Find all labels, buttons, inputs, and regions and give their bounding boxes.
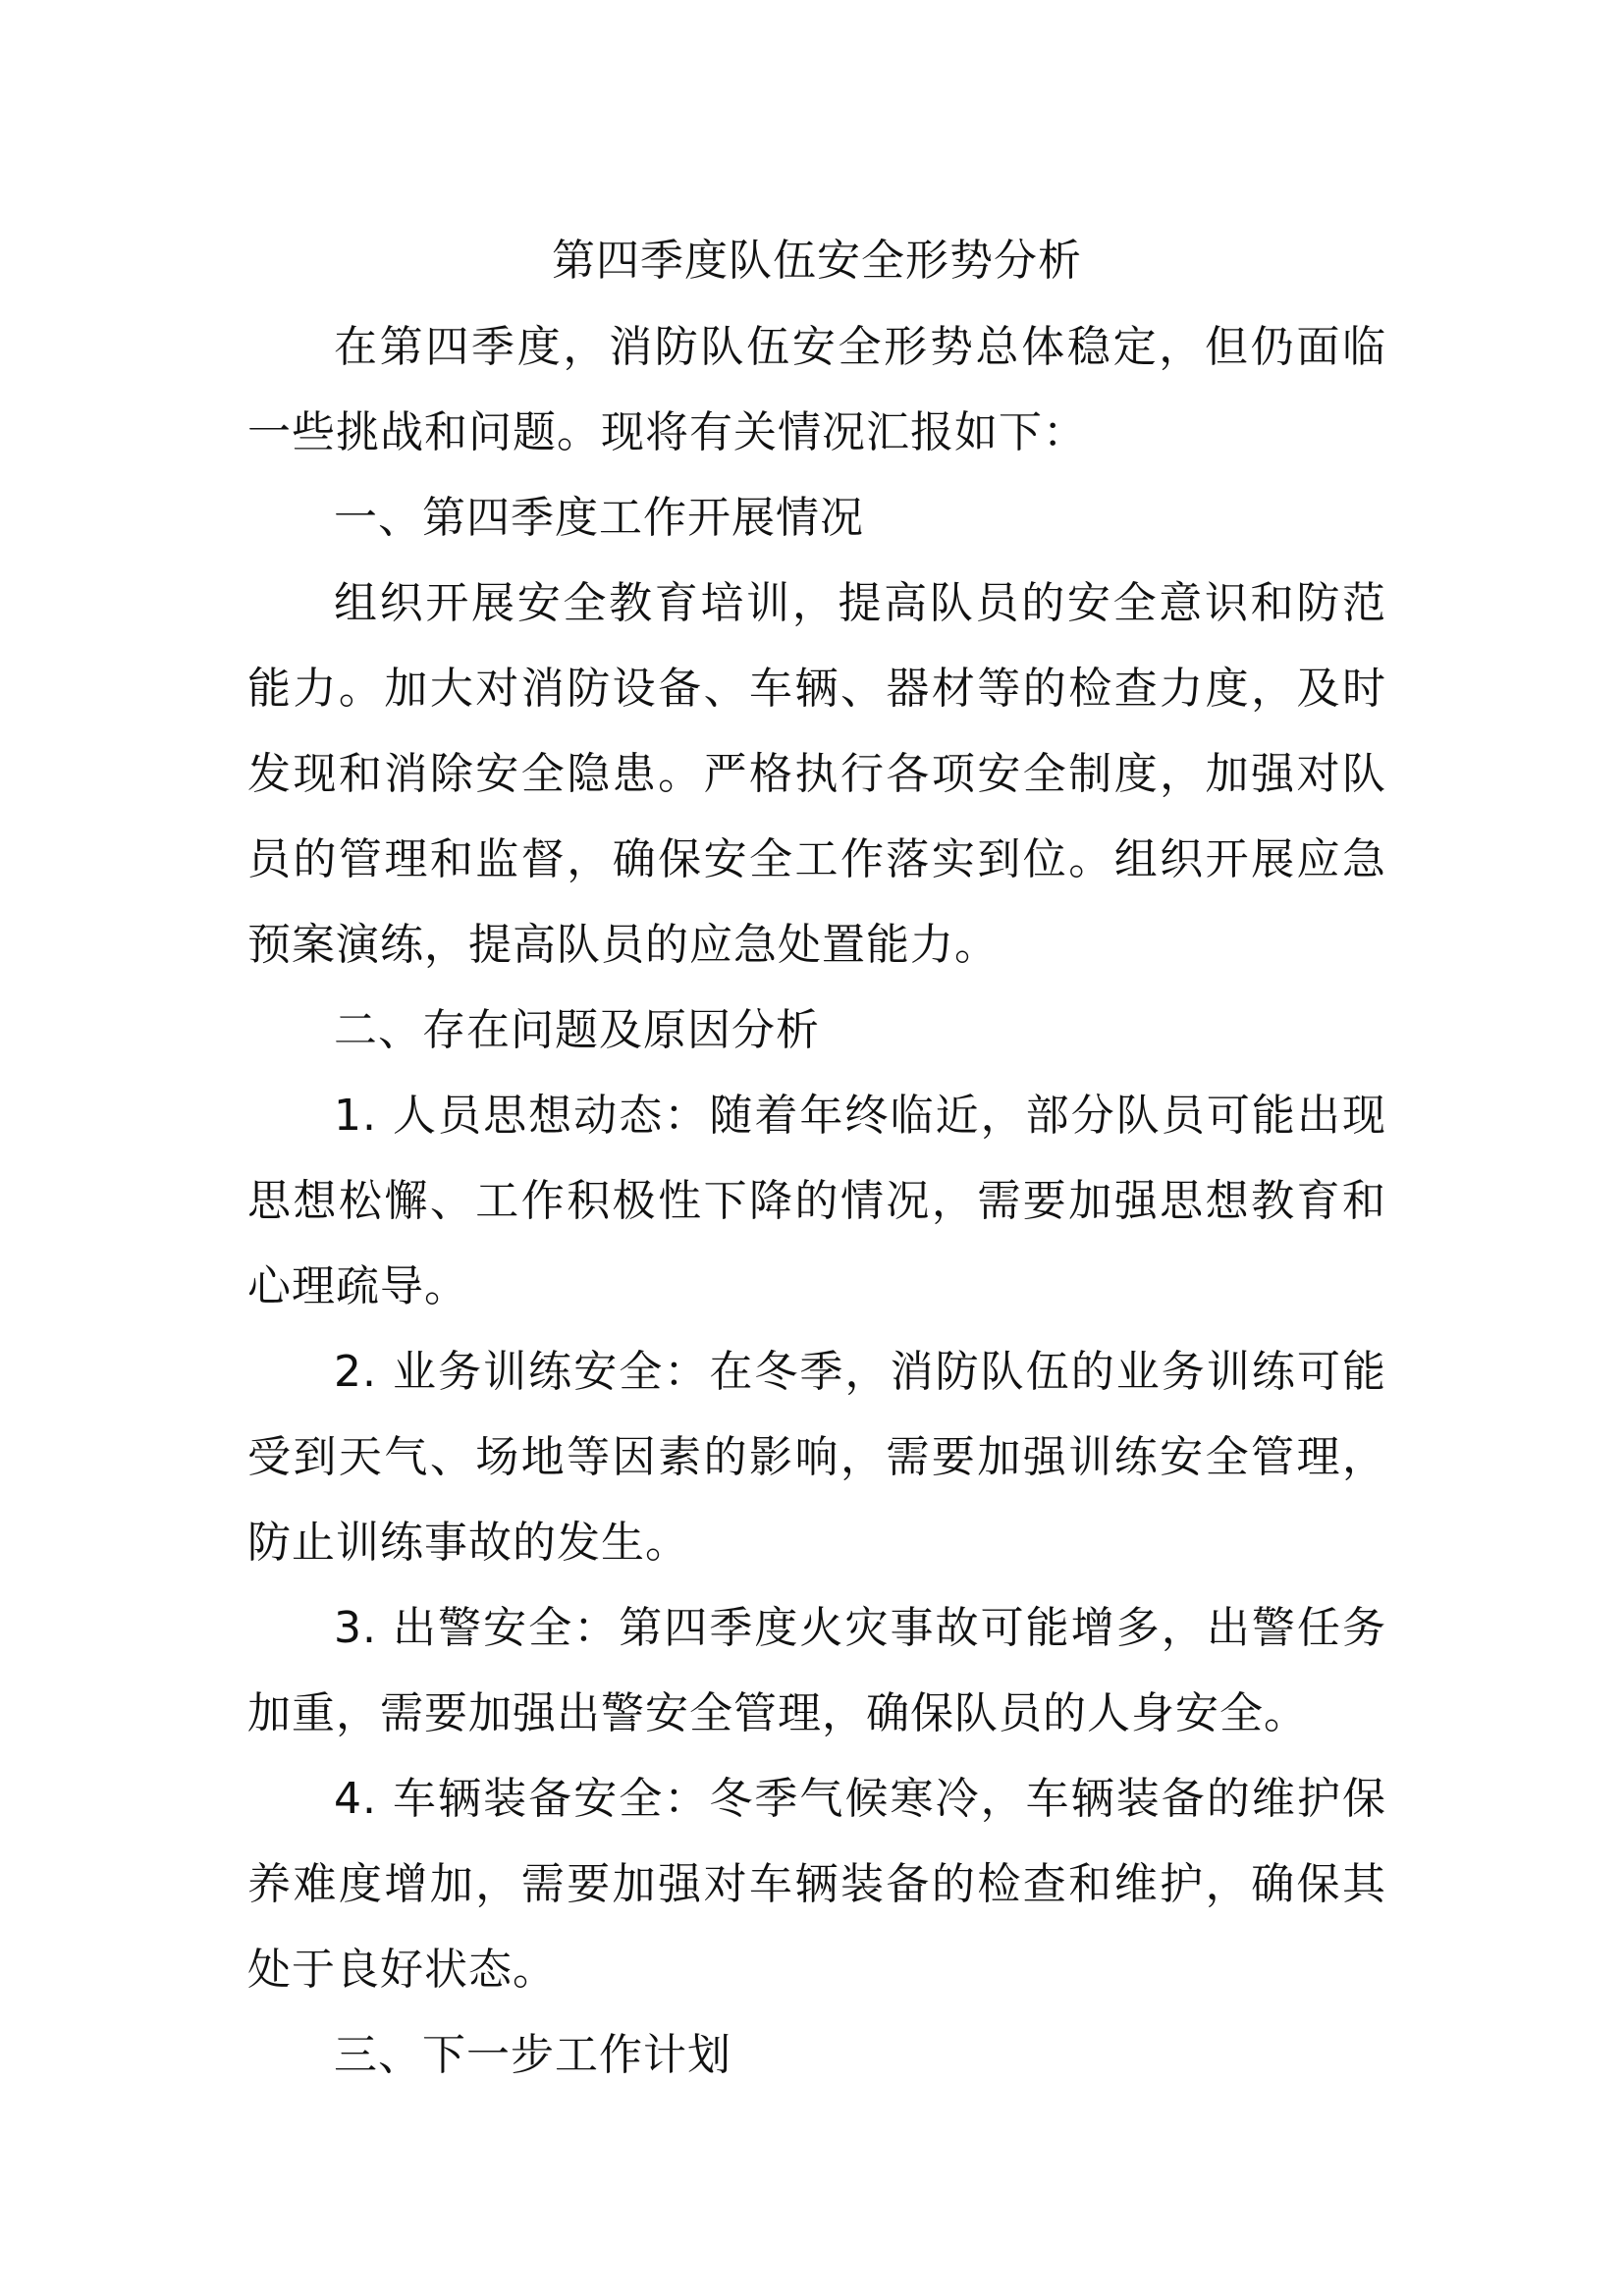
section-heading-problems: 二、存在问题及原因分析 (334, 1005, 820, 1055)
section-heading-next-plan: 三、下一步工作计划 (334, 2030, 731, 2080)
document-body (247, 218, 1386, 2098)
problem-item-dispatch: 3. 出警安全：第四季度火灾事故可能增多，出警任务加重，需要加强出警安全管理，确保队员的人身安全。 (247, 1603, 1386, 1738)
section-heading-work-progress: 一、第四季度工作开展情况 (334, 493, 864, 543)
document-title: 第四季度队伍安全形势分析 (552, 236, 1082, 286)
intro-paragraph: 在第四季度，消防队伍安全形势总体稳定，但仍面临一些挑战和问题。现将有关情况汇报如下： (247, 322, 1386, 457)
problem-item-personnel: 1. 人员思想动态：随着年终临近，部分队员可能出现思想松懈、工作积极性下降的情况，需要加强思想教育和心理疏导。 (247, 1091, 1386, 1311)
problem-item-vehicles: 4. 车辆装备安全：冬季气候寒冷，车辆装备的维护保养难度增加，需要加强对车辆装备的检查和维护，确保其处于良好状态。 (247, 1774, 1386, 1995)
work-progress-paragraph: 组织开展安全教育培训，提高队员的安全意识和防范能力。加大对消防设备、车辆、器材等的检查力度，及时发现和消除安全隐患。严格执行各项安全制度，加强对队员的管理和监督，确保安全工作落实到位。组织开展应急预案演练，提高队员的应急处置能力。 (247, 578, 1386, 970)
problem-item-training: 2. 业务训练安全：在冬季，消防队伍的业务训练可能受到天气、场地等因素的影响，需要加强训练安全管理，防止训练事故的发生。 (247, 1347, 1386, 1568)
